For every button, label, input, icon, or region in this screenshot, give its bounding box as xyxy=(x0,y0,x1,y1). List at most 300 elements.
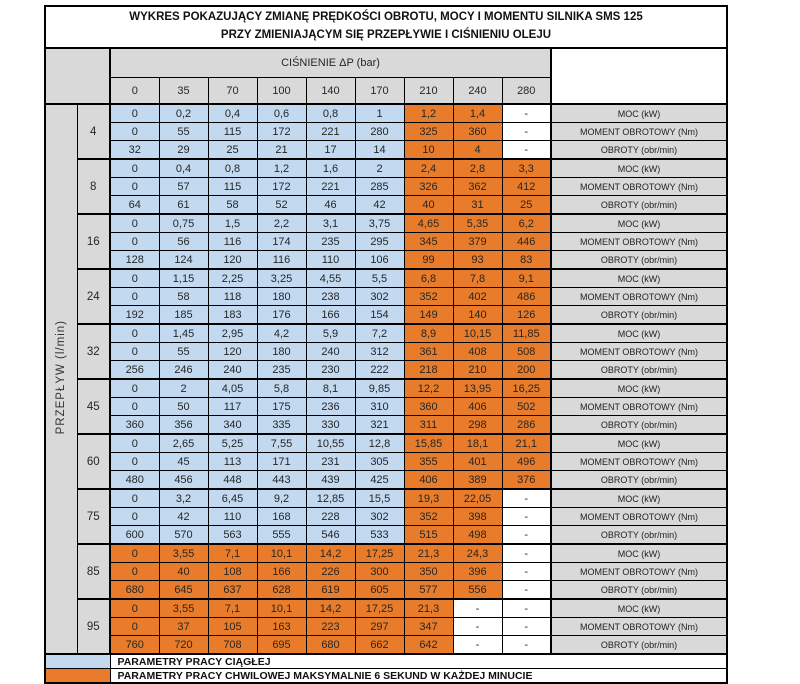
data-cell: 389 xyxy=(453,471,502,490)
pressure-value: 280 xyxy=(502,78,551,105)
data-cell: 185 xyxy=(159,306,208,325)
data-row xyxy=(45,489,727,508)
data-cell: 1,5 xyxy=(208,214,257,233)
data-cell: 116 xyxy=(257,251,306,270)
data-cell: 6,45 xyxy=(208,489,257,508)
data-cell: 1,45 xyxy=(159,324,208,343)
data-cell: 117 xyxy=(208,398,257,416)
data-cell: 446 xyxy=(502,233,551,251)
row-label: OBROTY (obr/min) xyxy=(551,196,727,215)
flow-value: 24 xyxy=(77,269,110,324)
data-cell: 360 xyxy=(404,398,453,416)
flow-value: 75 xyxy=(77,489,110,544)
data-cell: 360 xyxy=(453,123,502,141)
data-cell: 29 xyxy=(159,141,208,160)
data-cell: 226 xyxy=(306,563,355,581)
data-cell: 0 xyxy=(110,599,159,618)
data-cell: 7,1 xyxy=(208,599,257,618)
data-cell: 149 xyxy=(404,306,453,325)
pressure-value: 240 xyxy=(453,78,502,105)
data-cell: 256 xyxy=(110,361,159,380)
data-cell: 312 xyxy=(355,343,404,361)
data-cell: 300 xyxy=(355,563,404,581)
data-cell: 0 xyxy=(110,379,159,398)
data-cell: 32 xyxy=(110,141,159,160)
data-cell: 379 xyxy=(453,233,502,251)
data-cell: 180 xyxy=(257,288,306,306)
row-label: MOMENT OBROTOWY (Nm) xyxy=(551,178,727,196)
data-row xyxy=(45,563,727,581)
legend-label-momentary: PARAMETRY PRACY CHWILOWEJ MAKSYMALNIE 6 SEKUND W KAŻDEJ MINUCIE xyxy=(110,669,727,684)
data-row xyxy=(45,196,727,215)
data-cell: 163 xyxy=(257,618,306,636)
row-label: MOMENT OBROTOWY (Nm) xyxy=(551,398,727,416)
data-cell: 21 xyxy=(257,141,306,160)
data-cell: 50 xyxy=(159,398,208,416)
data-cell: - xyxy=(502,599,551,618)
data-cell: 3,75 xyxy=(355,214,404,233)
data-row xyxy=(45,544,727,563)
data-cell: 0 xyxy=(110,123,159,141)
data-cell: 0 xyxy=(110,453,159,471)
data-cell: 10,1 xyxy=(257,544,306,563)
data-row xyxy=(45,581,727,600)
data-cell: - xyxy=(453,618,502,636)
data-cell: 0 xyxy=(110,544,159,563)
flow-value: 32 xyxy=(77,324,110,379)
data-cell: 352 xyxy=(404,288,453,306)
data-cell: 577 xyxy=(404,581,453,600)
data-cell: - xyxy=(502,544,551,563)
data-cell: 4,2 xyxy=(257,324,306,343)
data-cell: 105 xyxy=(208,618,257,636)
data-cell: 17,25 xyxy=(355,544,404,563)
legend-swatch-continuous xyxy=(45,654,110,669)
data-cell: 168 xyxy=(257,508,306,526)
row-label: MOMENT OBROTOWY (Nm) xyxy=(551,563,727,581)
data-cell: 124 xyxy=(159,251,208,270)
row-label: MOC (kW) xyxy=(551,489,727,508)
pressure-value: 140 xyxy=(306,78,355,105)
data-cell: 9,85 xyxy=(355,379,404,398)
data-cell: 0 xyxy=(110,178,159,196)
data-cell: 83 xyxy=(502,251,551,270)
data-cell: 12,2 xyxy=(404,379,453,398)
data-cell: 222 xyxy=(355,361,404,380)
data-cell: 286 xyxy=(502,416,551,435)
data-cell: 11,85 xyxy=(502,324,551,343)
data-cell: 302 xyxy=(355,508,404,526)
data-cell: 231 xyxy=(306,453,355,471)
data-cell: 5,35 xyxy=(453,214,502,233)
data-cell: 0 xyxy=(110,288,159,306)
data-cell: 15,85 xyxy=(404,434,453,453)
data-cell: 680 xyxy=(110,581,159,600)
row-label: MOMENT OBROTOWY (Nm) xyxy=(551,123,727,141)
data-cell: 2,2 xyxy=(257,214,306,233)
data-cell: 600 xyxy=(110,526,159,545)
data-cell: 10,1 xyxy=(257,599,306,618)
data-cell: 5,5 xyxy=(355,269,404,288)
data-cell: 235 xyxy=(257,361,306,380)
data-cell: 183 xyxy=(208,306,257,325)
data-cell: 347 xyxy=(404,618,453,636)
data-cell: 120 xyxy=(208,343,257,361)
data-row xyxy=(45,178,727,196)
data-cell: 0 xyxy=(110,434,159,453)
data-cell: 0 xyxy=(110,489,159,508)
data-row xyxy=(45,361,727,380)
data-cell: 7,8 xyxy=(453,269,502,288)
data-row xyxy=(45,104,727,123)
data-cell: 45 xyxy=(159,453,208,471)
data-cell: 508 xyxy=(502,343,551,361)
row-label: MOC (kW) xyxy=(551,324,727,343)
data-cell: 140 xyxy=(453,306,502,325)
data-cell: 2,8 xyxy=(453,159,502,178)
data-cell: 21,3 xyxy=(404,599,453,618)
flow-value: 4 xyxy=(77,104,110,159)
data-cell: - xyxy=(502,581,551,600)
row-label: OBROTY (obr/min) xyxy=(551,251,727,270)
data-cell: 126 xyxy=(502,306,551,325)
pressure-value: 210 xyxy=(404,78,453,105)
data-cell: 15,5 xyxy=(355,489,404,508)
data-cell: 228 xyxy=(306,508,355,526)
data-cell: 172 xyxy=(257,123,306,141)
data-cell: 17 xyxy=(306,141,355,160)
data-cell: 0 xyxy=(110,563,159,581)
data-row xyxy=(45,416,727,435)
data-cell: 7,55 xyxy=(257,434,306,453)
data-cell: 166 xyxy=(306,306,355,325)
data-cell: 166 xyxy=(257,563,306,581)
data-cell: 406 xyxy=(453,398,502,416)
flow-value: 85 xyxy=(77,544,110,599)
data-cell: 10,15 xyxy=(453,324,502,343)
data-cell: 443 xyxy=(257,471,306,490)
data-cell: 240 xyxy=(208,361,257,380)
data-cell: 0 xyxy=(110,398,159,416)
data-cell: 18,1 xyxy=(453,434,502,453)
data-cell: 406 xyxy=(404,471,453,490)
data-cell: 8,9 xyxy=(404,324,453,343)
data-cell: 115 xyxy=(208,123,257,141)
data-cell: 2,4 xyxy=(404,159,453,178)
data-cell: 376 xyxy=(502,471,551,490)
data-cell: 0 xyxy=(110,214,159,233)
data-cell: 0 xyxy=(110,508,159,526)
data-cell: 46 xyxy=(306,196,355,215)
data-cell: 637 xyxy=(208,581,257,600)
data-cell: 24,3 xyxy=(453,544,502,563)
data-cell: 619 xyxy=(306,581,355,600)
data-cell: 645 xyxy=(159,581,208,600)
data-cell: 221 xyxy=(306,123,355,141)
data-row xyxy=(45,618,727,636)
data-cell: 52 xyxy=(257,196,306,215)
data-cell: 3,3 xyxy=(502,159,551,178)
data-cell: - xyxy=(453,599,502,618)
data-cell: 42 xyxy=(159,508,208,526)
row-label: MOMENT OBROTOWY (Nm) xyxy=(551,618,727,636)
data-cell: 0 xyxy=(110,269,159,288)
data-cell: 176 xyxy=(257,306,306,325)
data-row xyxy=(45,306,727,325)
data-cell: 321 xyxy=(355,416,404,435)
data-cell: 302 xyxy=(355,288,404,306)
data-cell: 1,15 xyxy=(159,269,208,288)
data-cell: 310 xyxy=(355,398,404,416)
data-cell: 22,05 xyxy=(453,489,502,508)
row-label: MOMENT OBROTOWY (Nm) xyxy=(551,233,727,251)
data-cell: 0,6 xyxy=(257,104,306,123)
data-row xyxy=(45,453,727,471)
data-cell: - xyxy=(502,104,551,123)
data-cell: 246 xyxy=(159,361,208,380)
row-label: MOMENT OBROTOWY (Nm) xyxy=(551,508,727,526)
data-cell: 14,2 xyxy=(306,544,355,563)
data-cell: 280 xyxy=(355,123,404,141)
legend-label-continuous: PARAMETRY PRACY CIĄGŁEJ xyxy=(110,654,727,669)
data-cell: 0 xyxy=(110,324,159,343)
data-cell: 12,8 xyxy=(355,434,404,453)
data-cell: 2 xyxy=(159,379,208,398)
data-cell: 0 xyxy=(110,233,159,251)
data-cell: 0,2 xyxy=(159,104,208,123)
data-row xyxy=(45,398,727,416)
data-cell: 128 xyxy=(110,251,159,270)
data-cell: 2,95 xyxy=(208,324,257,343)
data-cell: - xyxy=(453,636,502,655)
data-cell: 25 xyxy=(502,196,551,215)
row-label: MOC (kW) xyxy=(551,544,727,563)
data-cell: 695 xyxy=(257,636,306,655)
data-cell: 360 xyxy=(110,416,159,435)
data-cell: 110 xyxy=(306,251,355,270)
data-cell: 1,2 xyxy=(257,159,306,178)
data-cell: 154 xyxy=(355,306,404,325)
data-cell: - xyxy=(502,563,551,581)
row-label: MOMENT OBROTOWY (Nm) xyxy=(551,453,727,471)
data-cell: - xyxy=(502,508,551,526)
data-row xyxy=(45,434,727,453)
row-label: OBROTY (obr/min) xyxy=(551,306,727,325)
data-cell: 0 xyxy=(110,618,159,636)
data-cell: 305 xyxy=(355,453,404,471)
data-cell: 14,2 xyxy=(306,599,355,618)
data-cell: 412 xyxy=(502,178,551,196)
data-cell: 171 xyxy=(257,453,306,471)
flow-value: 45 xyxy=(77,379,110,434)
data-cell: 6,8 xyxy=(404,269,453,288)
data-cell: 106 xyxy=(355,251,404,270)
data-cell: 21,3 xyxy=(404,544,453,563)
data-cell: 345 xyxy=(404,233,453,251)
data-row xyxy=(45,343,727,361)
data-cell: 0 xyxy=(110,104,159,123)
data-cell: 0 xyxy=(110,343,159,361)
data-cell: 175 xyxy=(257,398,306,416)
pressure-value: 70 xyxy=(208,78,257,105)
data-cell: 361 xyxy=(404,343,453,361)
data-cell: 55 xyxy=(159,123,208,141)
data-cell: 115 xyxy=(208,178,257,196)
data-row xyxy=(45,288,727,306)
data-cell: - xyxy=(502,618,551,636)
data-cell: 55 xyxy=(159,343,208,361)
data-cell: 221 xyxy=(306,178,355,196)
data-cell: 335 xyxy=(257,416,306,435)
data-cell: 570 xyxy=(159,526,208,545)
data-cell: 352 xyxy=(404,508,453,526)
data-cell: 223 xyxy=(306,618,355,636)
data-cell: 235 xyxy=(306,233,355,251)
data-cell: 25 xyxy=(208,141,257,160)
data-cell: 37 xyxy=(159,618,208,636)
row-label: MOC (kW) xyxy=(551,599,727,618)
data-cell: 110 xyxy=(208,508,257,526)
data-cell: 1,4 xyxy=(453,104,502,123)
data-cell: 556 xyxy=(453,581,502,600)
data-cell: 240 xyxy=(306,343,355,361)
data-cell: 120 xyxy=(208,251,257,270)
row-label: OBROTY (obr/min) xyxy=(551,141,727,160)
row-label: OBROTY (obr/min) xyxy=(551,636,727,655)
data-cell: 17,25 xyxy=(355,599,404,618)
data-cell: 9,1 xyxy=(502,269,551,288)
data-cell: 8,1 xyxy=(306,379,355,398)
data-cell: 350 xyxy=(404,563,453,581)
data-cell: 118 xyxy=(208,288,257,306)
data-cell: 362 xyxy=(453,178,502,196)
data-cell: 401 xyxy=(453,453,502,471)
row-label: MOC (kW) xyxy=(551,269,727,288)
data-cell: 3,1 xyxy=(306,214,355,233)
top-left-spacer xyxy=(45,48,110,104)
data-cell: 180 xyxy=(257,343,306,361)
data-cell: 42 xyxy=(355,196,404,215)
legend-swatch-momentary xyxy=(45,669,110,684)
data-cell: 93 xyxy=(453,251,502,270)
data-cell: 238 xyxy=(306,288,355,306)
data-row xyxy=(45,471,727,490)
data-cell: 0,4 xyxy=(208,104,257,123)
data-cell: 330 xyxy=(306,416,355,435)
data-cell: - xyxy=(502,636,551,655)
data-cell: 439 xyxy=(306,471,355,490)
data-cell: 680 xyxy=(306,636,355,655)
data-row xyxy=(45,508,727,526)
data-cell: 498 xyxy=(453,526,502,545)
row-label: MOMENT OBROTOWY (Nm) xyxy=(551,343,727,361)
data-row xyxy=(45,269,727,288)
data-cell: 1 xyxy=(355,104,404,123)
data-cell: 64 xyxy=(110,196,159,215)
data-cell: - xyxy=(502,123,551,141)
row-label: OBROTY (obr/min) xyxy=(551,416,727,435)
pressure-header: CIŚNIENIE ΔP (bar) xyxy=(110,48,551,78)
pressure-value: 35 xyxy=(159,78,208,105)
data-row xyxy=(45,324,727,343)
row-label: MOC (kW) xyxy=(551,434,727,453)
data-cell: 0 xyxy=(110,159,159,178)
table-title xyxy=(45,6,727,48)
data-body xyxy=(45,104,727,654)
data-cell: 720 xyxy=(159,636,208,655)
data-cell: 108 xyxy=(208,563,257,581)
data-cell: 31 xyxy=(453,196,502,215)
flow-value: 8 xyxy=(77,159,110,214)
data-cell: - xyxy=(502,489,551,508)
data-cell: 311 xyxy=(404,416,453,435)
row-label: MOMENT OBROTOWY (Nm) xyxy=(551,288,727,306)
data-row xyxy=(45,251,727,270)
data-row xyxy=(45,159,727,178)
data-cell: 533 xyxy=(355,526,404,545)
data-cell: 7,2 xyxy=(355,324,404,343)
data-cell: 6,2 xyxy=(502,214,551,233)
data-cell: 295 xyxy=(355,233,404,251)
data-cell: 448 xyxy=(208,471,257,490)
data-cell: - xyxy=(502,526,551,545)
data-cell: 192 xyxy=(110,306,159,325)
row-label: MOC (kW) xyxy=(551,379,727,398)
row-label: MOC (kW) xyxy=(551,104,727,123)
data-row xyxy=(45,599,727,618)
flow-axis-label-text: PRZEPŁYW (l/min) xyxy=(55,320,68,435)
row-label: OBROTY (obr/min) xyxy=(551,526,727,545)
data-cell: 486 xyxy=(502,288,551,306)
data-row xyxy=(45,526,727,545)
data-cell: 408 xyxy=(453,343,502,361)
data-cell: 9,2 xyxy=(257,489,306,508)
flow-axis-label xyxy=(45,104,77,654)
flow-value: 95 xyxy=(77,599,110,654)
title-line-2: PRZY ZMIENIAJĄCYM SIĘ PRZEPŁYWIE I CIŚNIENIU OLEJU xyxy=(220,29,552,41)
data-cell: 496 xyxy=(502,453,551,471)
data-cell: 760 xyxy=(110,636,159,655)
data-cell: 174 xyxy=(257,233,306,251)
data-cell: 218 xyxy=(404,361,453,380)
data-row xyxy=(45,141,727,160)
data-cell: 356 xyxy=(159,416,208,435)
data-cell: 0,4 xyxy=(159,159,208,178)
data-cell: 58 xyxy=(159,288,208,306)
data-cell: 642 xyxy=(404,636,453,655)
data-cell: 16,25 xyxy=(502,379,551,398)
data-cell: 298 xyxy=(453,416,502,435)
row-label: MOC (kW) xyxy=(551,159,727,178)
top-right-empty-cell xyxy=(551,48,727,104)
data-cell: 200 xyxy=(502,361,551,380)
data-cell: 3,25 xyxy=(257,269,306,288)
data-cell: 402 xyxy=(453,288,502,306)
data-cell: 708 xyxy=(208,636,257,655)
data-cell: 0,8 xyxy=(208,159,257,178)
data-cell: 116 xyxy=(208,233,257,251)
data-cell: 13,95 xyxy=(453,379,502,398)
data-cell: 2,65 xyxy=(159,434,208,453)
data-cell: 236 xyxy=(306,398,355,416)
data-cell: 515 xyxy=(404,526,453,545)
data-cell: 4 xyxy=(453,141,502,160)
data-cell: 99 xyxy=(404,251,453,270)
data-cell: 230 xyxy=(306,361,355,380)
data-cell: 3,55 xyxy=(159,544,208,563)
data-cell: 325 xyxy=(404,123,453,141)
data-cell: 61 xyxy=(159,196,208,215)
